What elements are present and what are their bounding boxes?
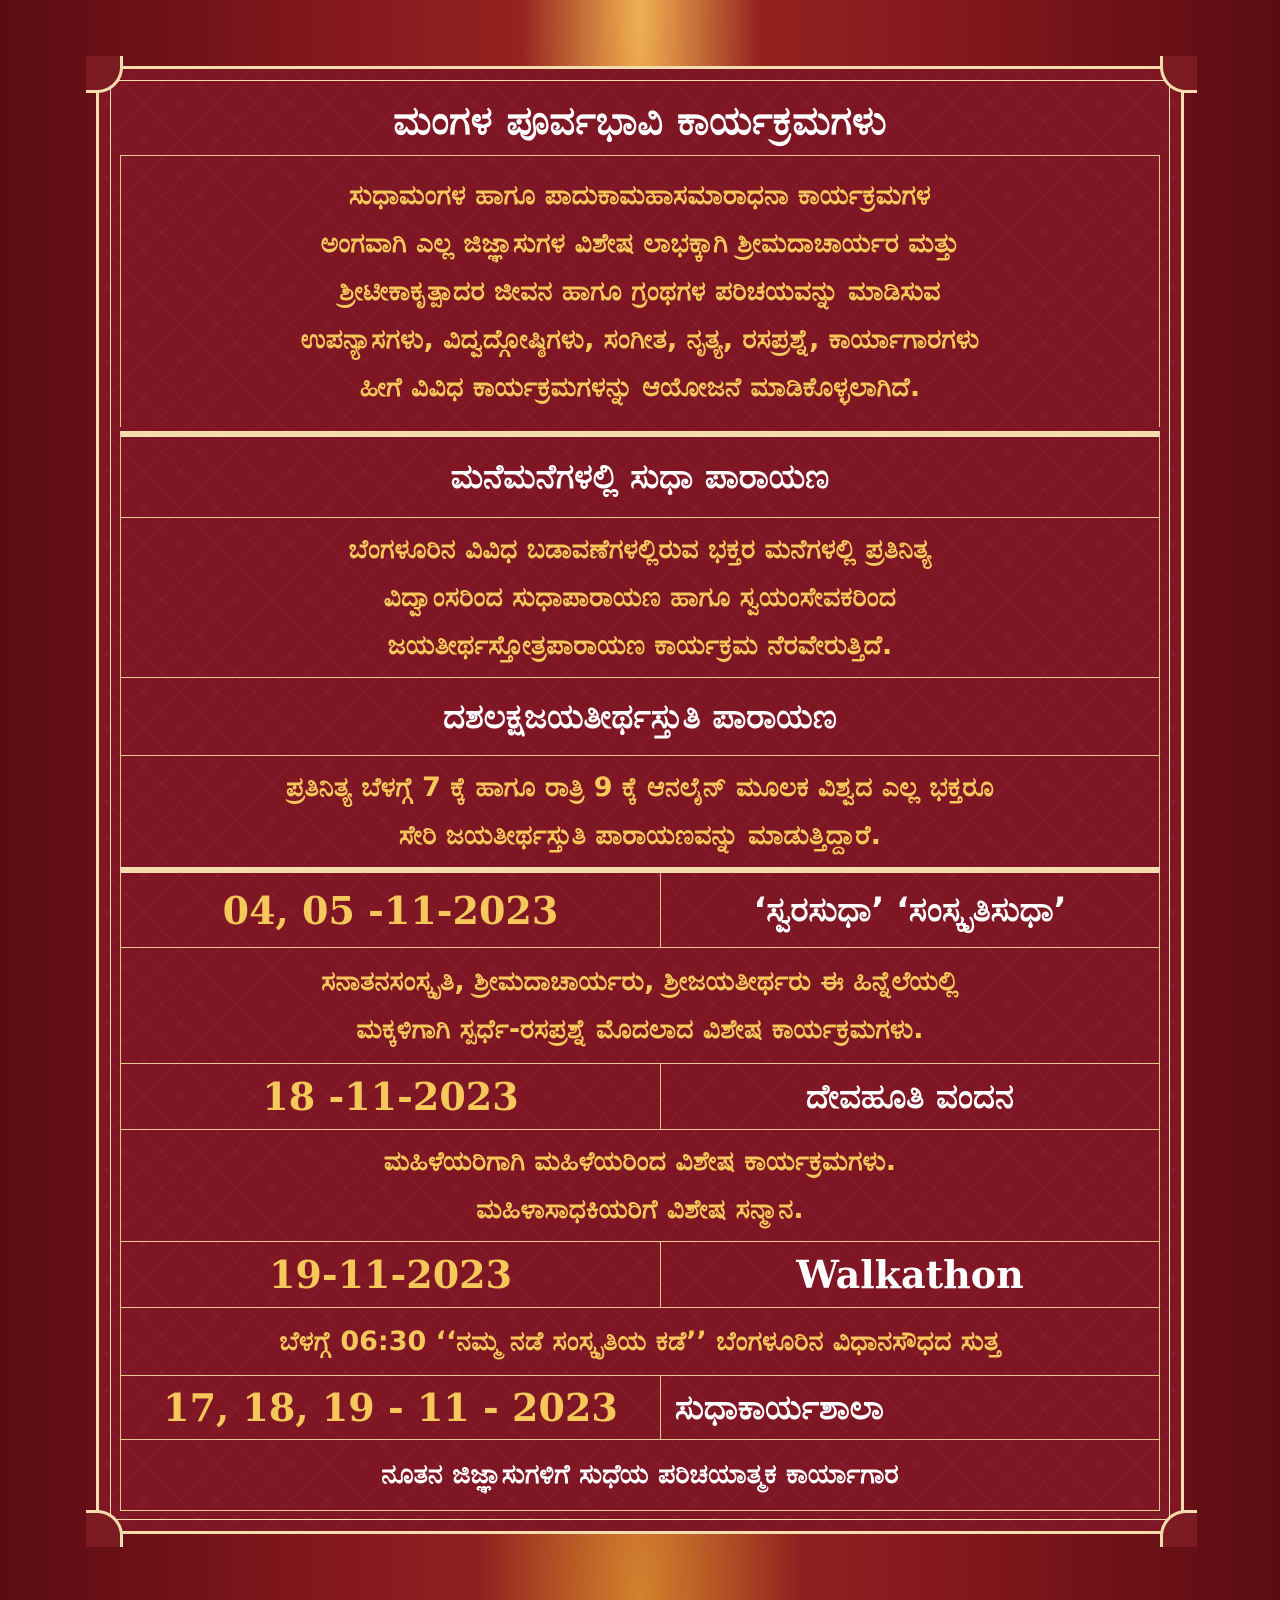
- description-line: ಸೇರಿ ಜಯತೀರ್ಥಸ್ತುತಿ ಪಾರಾಯಣವನ್ನು ಮಾಡುತ್ತಿದ್ದಾರೆ.: [399, 819, 881, 851]
- event-name: Walkathon: [796, 1252, 1024, 1297]
- event-row: [120, 1241, 1160, 1307]
- intro-paragraph: [120, 155, 1160, 427]
- event-row: [120, 1375, 1160, 1439]
- event-name: ಸುಧಾಕಾರ್ಯಶಾಲಾ: [675, 1387, 884, 1428]
- section-heading-jayatirtha-stuti: [120, 677, 1160, 755]
- section-heading-label: ಮನೆಮನೆಗಳಲ್ಲಿ ಸುಧಾ ಪಾರಾಯಣ: [450, 457, 830, 497]
- event-description: [120, 947, 1160, 1063]
- event-row: [120, 867, 1160, 947]
- event-date: 19-11-2023: [121, 1242, 661, 1307]
- event-date: 04, 05 -11-2023: [121, 873, 661, 947]
- section-jayatirtha-stuti-description: [120, 755, 1160, 867]
- event-name: ‘ಸ್ವರಸುಧಾ’ ‘ಸಂಸ್ಕೃತಿಸುಧಾ’: [753, 890, 1067, 930]
- description-line: ನೂತನ ಜಿಜ್ಞಾಸುಗಳಿಗೆ ಸುಧೆಯ ಪರಿಚಯಾತ್ಮಕ ಕಾರ್ಯಾಗಾರ: [381, 1459, 899, 1490]
- section-heading-label: ದಶಲಕ್ಷಜಯತೀರ್ಥಸ್ತುತಿ ಪಾರಾಯಣ: [443, 696, 837, 737]
- event-description: [120, 1307, 1160, 1375]
- description-line: ಮಕ್ಕಳಿಗಾಗಿ ಸ್ಪರ್ಧೆ-ರಸಪ್ರಶ್ನೆ ಮೊದಲಾದ ವಿಶೇಷ ಕಾರ್ಯಕ್ರಮಗಳು.: [356, 1013, 924, 1045]
- event-date: 17, 18, 19 - 11 - 2023: [121, 1376, 661, 1439]
- event-date: 18 -11-2023: [121, 1064, 661, 1129]
- description-line: ಸನಾತನಸಂಸ್ಕೃತಿ, ಶ್ರೀಮದಾಚಾರ್ಯರು, ಶ್ರೀಜಯತೀರ್ಥರು ಈ ಹಿನ್ನೆಲೆಯಲ್ಲಿ: [321, 965, 959, 997]
- intro-line: ಅಂಗವಾಗಿ ಎಲ್ಲ ಜಿಜ್ಞಾಸುಗಳ ವಿಶೇಷ ಲಾಭಕ್ಕಾಗಿ ಶ್ರೀಮದಾಚಾರ್ಯರ ಮತ್ತು: [320, 227, 960, 259]
- description-line: ವಿದ್ವಾಂಸರಿಂದ ಸುಧಾಪಾರಾಯಣ ಹಾಗೂ ಸ್ವಯಂಸೇವಕರಿಂದ: [383, 581, 897, 613]
- event-description: [120, 1129, 1160, 1241]
- intro-line: ಶ್ರೀಟೀಕಾಕೃತ್ಪಾದರ ಜೀವನ ಹಾಗೂ ಗ್ರಂಥಗಳ ಪರಿಚಯವನ್ನು ಮಾಡಿಸುವ: [339, 275, 941, 307]
- description-line: ಜಯತೀರ್ಥಸ್ತೋತ್ರಪಾರಾಯಣ ಕಾರ್ಯಕ್ರಮ ನೆರವೇರುತ್ತಿದೆ.: [387, 629, 893, 661]
- page-title: ಮಂಗಳ ಪೂರ್ವಭಾವಿ ಕಾರ್ಯಕ್ರಮಗಳು: [393, 98, 887, 144]
- event-row: [120, 1063, 1160, 1129]
- intro-line: ಹೀಗೆ ವಿವಿಧ ಕಾರ್ಯಕ್ರಮಗಳನ್ನು ಆಯೋಜನೆ ಮಾಡಿಕೊಳ್ಳಲಾಗಿದೆ.: [359, 371, 921, 403]
- section-sudha-parayana-description: [120, 517, 1160, 677]
- description-line: ಪ್ರತಿನಿತ್ಯ ಬೆಳಗ್ಗೆ 7 ಕ್ಕೆ ಹಾಗೂ ರಾತ್ರಿ 9 ಕ್ಕೆ ಆನಲೈನ್ ಮೂಲಕ ವಿಶ್ವದ ಎಲ್ಲ ಭಕ್ತರೂ: [286, 771, 994, 803]
- description-line: ಬೆಂಗಳೂರಿನ ವಿವಿಧ ಬಡಾವಣೆಗಳಲ್ಲಿರುವ ಭಕ್ತರ ಮನೆಗಳಲ್ಲಿ ಪ್ರತಿನಿತ್ಯ: [348, 533, 932, 565]
- event-name: ದೇವಹೂತಿ ವಂದನ: [806, 1076, 1014, 1117]
- intro-line: ಉಪನ್ಯಾಸಗಳು, ವಿದ್ವದ್ಗೋಷ್ಠಿಗಳು, ಸಂಗೀತ, ನೃತ್ಯ, ರಸಪ್ರಶ್ನೆ, ಕಾರ್ಯಾಗಾರಗಳು: [300, 323, 980, 355]
- section-heading-sudha-parayana: [120, 431, 1160, 517]
- description-line: ಮಹಿಳಾಸಾಧಕಿಯರಿಗೆ ವಿಶೇಷ ಸನ್ಮಾನ.: [476, 1193, 804, 1225]
- description-line: ಬೆಳಗ್ಗೆ 06:30 ‘‘ನಮ್ಮ ನಡೆ ಸಂಸ್ಕೃತಿಯ ಕಡೆ’’ ಬೆಂಗಳೂರಿನ ವಿಧಾನಸೌಧದ ಸುತ್ತ: [279, 1325, 1001, 1357]
- event-description: [120, 1439, 1160, 1511]
- intro-line: ಸುಧಾಮಂಗಳ ಹಾಗೂ ಪಾದುಕಾಮಹಾಸಮಾರಾಧನಾ ಕಾರ್ಯಕ್ರಮಗಳ: [349, 179, 931, 211]
- description-line: ಮಹಿಳೆಯರಿಗಾಗಿ ಮಹಿಳೆಯರಿಂದ ವಿಶೇಷ ಕಾರ್ಯಕ್ರಮಗಳು.: [383, 1145, 897, 1177]
